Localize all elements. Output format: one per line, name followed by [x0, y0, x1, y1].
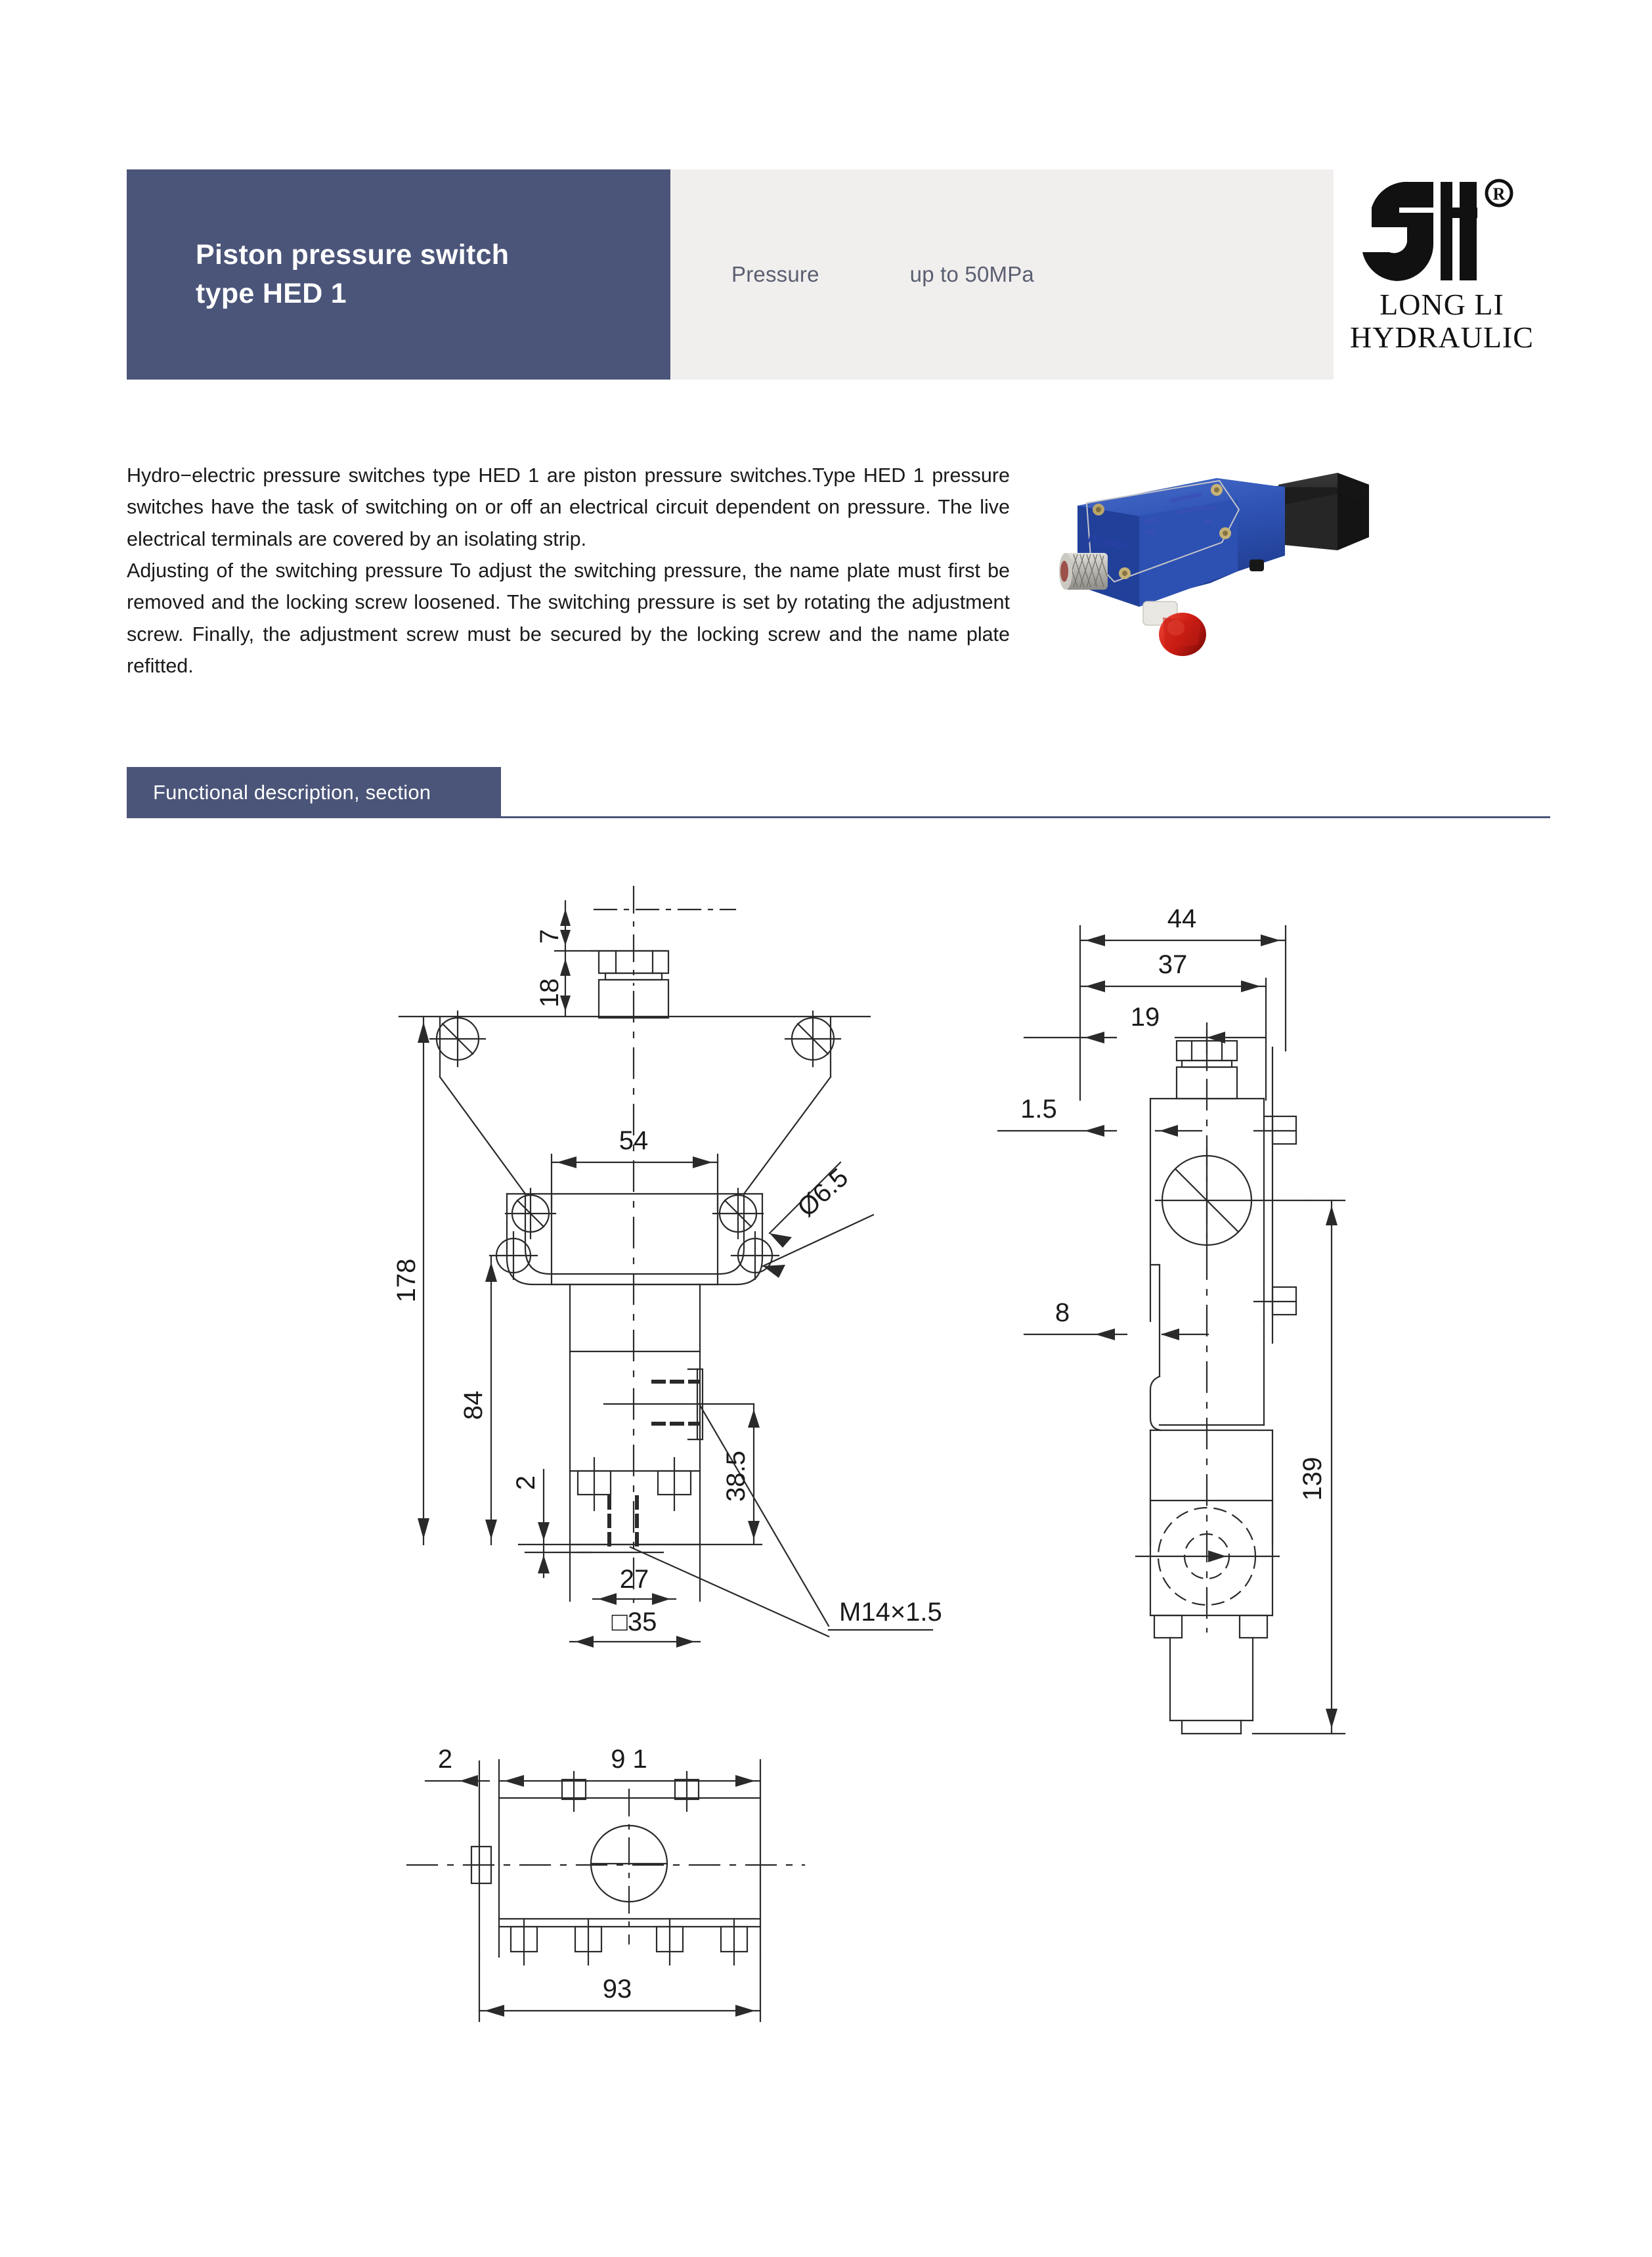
- spec-panel: [670, 169, 1334, 380]
- side-view-geometry: [1136, 1023, 1307, 1734]
- svg-text:LONG LI: LONG LI: [1087, 533, 1129, 552]
- dim-1-5: 1.5: [1020, 1095, 1057, 1124]
- longli-j-monogram-icon: [1360, 173, 1524, 288]
- dim-d6-5: Ø6.5: [792, 1162, 854, 1223]
- dim-box-35: □35: [611, 1608, 657, 1636]
- dim-178: 178: [392, 1258, 421, 1303]
- dimensioned-drawings: [0, 880, 1652, 2062]
- spec-label-pressure: Pressure: [731, 262, 819, 286]
- dim-27: 27: [619, 1565, 649, 1594]
- intro-paragraph-2: Adjusting of the switching pressure To adjust the switching pressure, the name plate must first be removed and the locking screw loosened. The switching pressure is set by rotating the adjustment screw. Finally, the adjustment screw must be secured by the locking screw and the name plate refitted.: [127, 559, 1010, 677]
- dim-37: 37: [1158, 950, 1188, 979]
- dim-2-bottom: 2: [437, 1745, 453, 1774]
- logo-name-line1: LONG LI: [1380, 288, 1504, 321]
- front-view-dimension-lines: [418, 1017, 932, 1648]
- dim-m14x1-5: M14×1.5: [839, 1598, 942, 1627]
- logo-name-line2: HYDRAULIC: [1350, 320, 1534, 354]
- dim-38-5: 38.5: [722, 1451, 750, 1502]
- bottom-view-geometry: [407, 1760, 804, 1965]
- dim-44: 44: [1167, 904, 1197, 933]
- company-logo: [1334, 169, 1550, 380]
- spec-value-pressure: up to 50MPa: [909, 262, 1034, 286]
- page-header: [127, 169, 1550, 380]
- dim-91: 9 1: [611, 1745, 647, 1774]
- dim-8: 8: [1054, 1298, 1070, 1327]
- front-view-dimension-labels: [392, 929, 942, 1636]
- side-view-dimension-lines: [998, 926, 1345, 1734]
- section-header-label: Functional description, section: [153, 781, 431, 804]
- title-block: [127, 169, 670, 380]
- dim-7: 7: [535, 929, 564, 944]
- dim-54: 54: [619, 1126, 649, 1155]
- side-view-dimension-labels: [1020, 904, 1327, 1501]
- page-title-line2: type HED 1: [196, 278, 347, 309]
- section-header-functional-description: [127, 767, 501, 818]
- dim-2-front: 2: [511, 1475, 540, 1491]
- intro-paragraph-1: Hydro−electric pressure switches type HED 1 are piston pressure switches.Type HED 1 pressure switches have the task of switching on or off an electrical circuit dependent on pressure. The live electrical terminals are covered by an isolating strip.: [127, 464, 1010, 550]
- page-title-line1: Piston pressure switch: [196, 238, 510, 271]
- dim-93: 93: [602, 1975, 632, 2004]
- dim-19: 19: [1130, 1003, 1160, 1032]
- bottom-view-dimension-lines: [425, 1775, 760, 2021]
- section-divider-rule: [501, 816, 1550, 818]
- intro-text-block: [127, 460, 1010, 682]
- product-photo: [1041, 447, 1399, 673]
- dim-139: 139: [1298, 1457, 1327, 1501]
- svg-text:R: R: [1492, 185, 1506, 204]
- dim-18: 18: [535, 978, 564, 1008]
- front-view-geometry: [399, 887, 870, 1602]
- dim-84: 84: [459, 1390, 488, 1420]
